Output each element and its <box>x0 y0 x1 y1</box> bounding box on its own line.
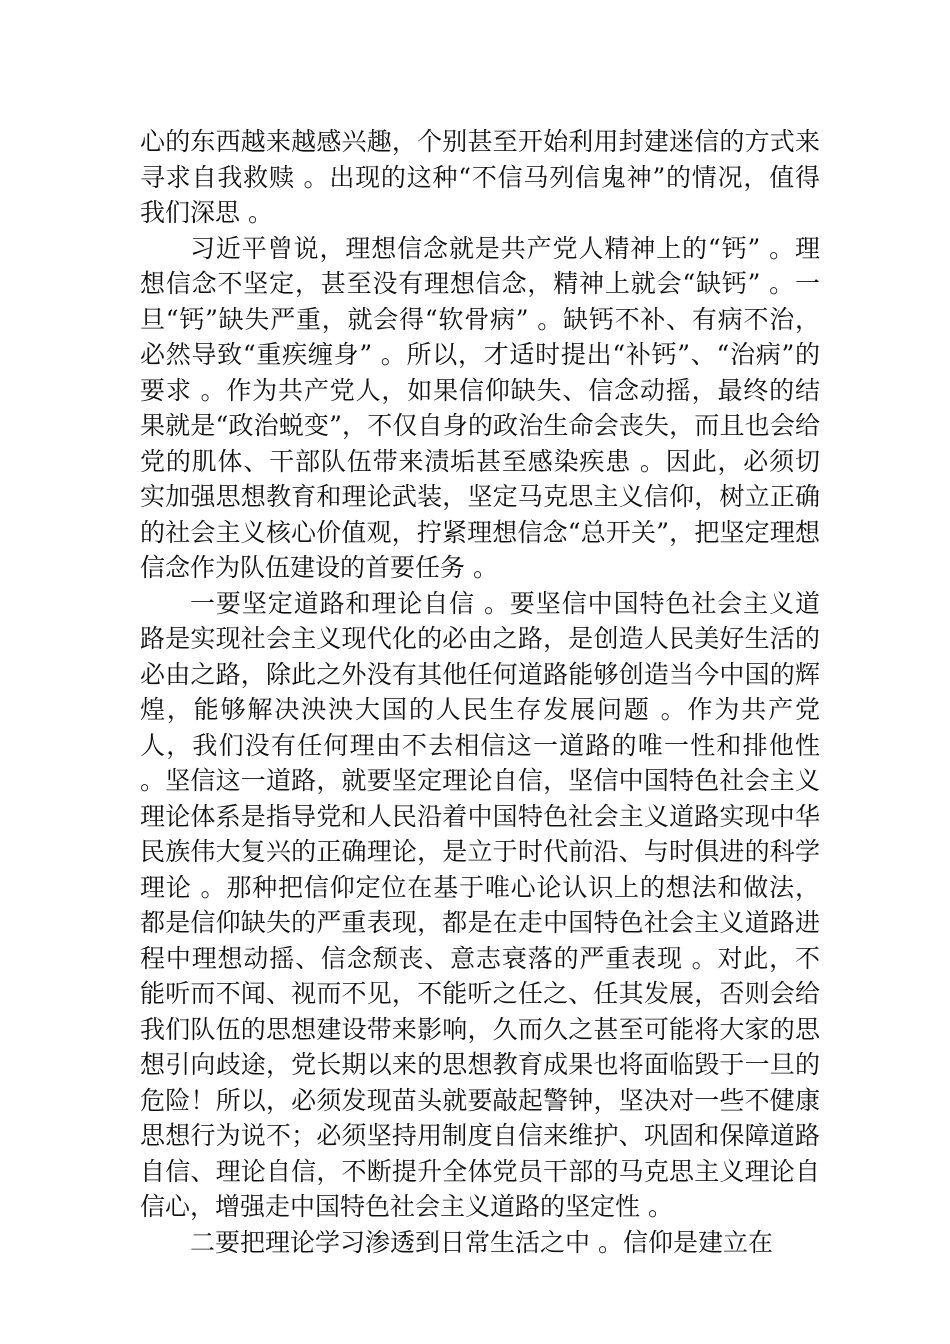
document-page <box>140 124 820 1260</box>
paragraph-2: 习近平曾说，理想信念就是共产党人精神上的“钙” 。理想信念不坚定，甚至没有理想信念，精神上就会“缺钙” 。一旦“钙”缺失严重，就会得“软骨病” 。缺钙不补、有病不治，必然导致“重疾缠身” 。所以，才适时提出“补钙”、“治病”的要求 。作为共产党人，如果信仰缺失、信念动摇，最终的结果就是“政治蜕变”，不仅自身的政治生命会丧失，而且也会给党的肌体、干部队伍带来渍垢甚至感染疾患 。因此，必须切实加强思想教育和理论武装，坚定马克思主义信仰，树立正确的社会主义核心价值观，拧紧理想信念“总开关”，把坚定理想信念作为队伍建设的首要任务 。 <box>140 233 820 582</box>
paragraph-4: 二要把理论学习渗透到日常生活之中 。信仰是建立在 <box>190 1227 773 1257</box>
paragraph-1: 心的东西越来越感兴趣，个别甚至开始利用封建迷信的方式来寻求自我救赎 。出现的这种“不信马列信鬼神”的情况，值得我们深思 。 <box>140 127 820 227</box>
paragraph-3: 一要坚定道路和理论自信 。要坚信中国特色社会主义道路是实现社会主义现代化的必由之路，是创造人民美好生活的必由之路，除此之外没有其他任何道路能够创造当今中国的辉煌，能够解决泱泱大国的人民生存发展问题 。作为共产党人，我们没有任何理由不去相信这一道路的唯一性和排他性 。坚信这一道路，就要坚定理论自信，坚信中国特色社会主义理论体系是指导党和人民沿着中国特色社会主义道路实现中华民族伟大复兴的正确理论，是立于时代前沿、与时俱进的科学理论 。那种把信仰定位在基于唯心论认识上的想法和做法，都是信仰缺失的严重表现，都是在走中国特色社会主义道路进程中理想动摇、信念颓丧、意志衰落的严重表现 。对此，不能听而不闻、视而不见，不能听之任之、任其发展，否则会给我们队伍的思想建设带来影响，久而久之甚至可能将大家的思想引向歧途，党长期以来的思想教育成果也将面临毁于一旦的危险！所以，必须发现苗头就要敲起警钟，坚决对一些不健康思想行为说不；必须坚持用制度自信来维护、巩固和保障道路自信、理论自信，不断提升全体党员干部的马克思主义理论自信心，增强走中国特色社会主义道路的坚定性 。 <box>140 588 820 1221</box>
